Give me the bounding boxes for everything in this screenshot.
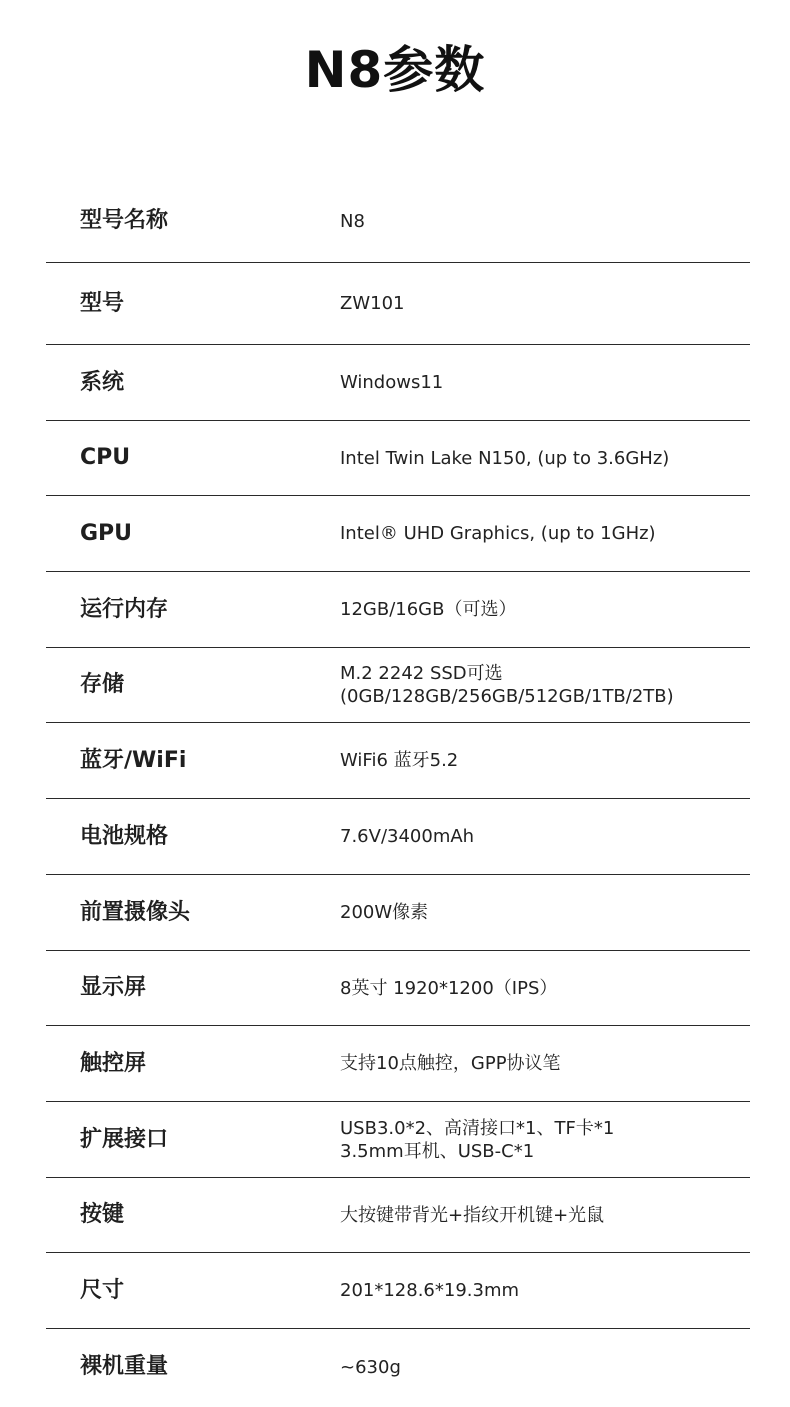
spec-label: 型号 <box>80 290 125 316</box>
spec-label: 尺寸 <box>80 1277 125 1303</box>
spec-value: 8英寸 1920*1200（IPS） <box>340 977 558 999</box>
spec-label: 系统 <box>80 369 125 395</box>
spec-label: 前置摄像头 <box>80 899 191 925</box>
spec-row-battery <box>46 799 750 875</box>
spec-row-cpu <box>46 421 750 496</box>
spec-value: Intel Twin Lake N150, (up to 3.6GHz) <box>340 447 670 469</box>
spec-label: 电池规格 <box>80 823 169 849</box>
spec-row-memory <box>46 572 750 648</box>
spec-label: 存储 <box>80 672 125 697</box>
spec-row-wireless <box>46 723 750 799</box>
spec-value: 支持10点触控，GPP协议笔 <box>340 1053 561 1074</box>
spec-value: ~630g <box>340 1356 401 1378</box>
spec-value: Windows11 <box>340 372 444 393</box>
spec-row-storage <box>46 648 750 723</box>
spec-table <box>46 180 750 1405</box>
spec-label: 按键 <box>80 1202 125 1227</box>
spec-value: N8 <box>340 210 365 232</box>
spec-value: ZW101 <box>340 293 405 314</box>
spec-value: Intel® UHD Graphics, (up to 1GHz) <box>340 523 656 544</box>
spec-row-display <box>46 951 750 1026</box>
spec-value: M.2 2242 SSD可选 (0GB/128GB/256GB/512GB/1TB/2TB) <box>340 663 674 707</box>
spec-value: USB3.0*2、高清接口*1、TF卡*1 3.5mm耳机、USB-C*1 <box>340 1117 615 1162</box>
spec-value: 201*128.6*19.3mm <box>340 1280 520 1301</box>
spec-label: 型号名称 <box>80 208 169 233</box>
spec-row-touch <box>46 1026 750 1102</box>
spec-label: 扩展接口 <box>80 1126 169 1152</box>
spec-row-dimensions <box>46 1253 750 1329</box>
spec-row-weight <box>46 1329 750 1405</box>
spec-row-model <box>46 263 750 345</box>
spec-label: 显示屏 <box>80 975 147 1000</box>
spec-row-gpu <box>46 496 750 572</box>
spec-value: 200W像素 <box>340 902 429 923</box>
spec-label: 触控屏 <box>80 1050 147 1076</box>
spec-value: WiFi6 蓝牙5.2 <box>340 750 459 771</box>
page-title: N8参数 <box>304 41 486 99</box>
spec-label: 裸机重量 <box>80 1354 169 1379</box>
spec-value: 7.6V/3400mAh <box>340 826 475 847</box>
spec-label: CPU <box>80 445 131 470</box>
spec-row-keys <box>46 1178 750 1253</box>
spec-value: 12GB/16GB（可选） <box>340 599 517 620</box>
spec-label: 蓝牙/WiFi <box>80 747 187 773</box>
spec-label: GPU <box>80 520 133 546</box>
spec-label: 运行内存 <box>80 596 169 622</box>
spec-value: 大按键带背光+指纹开机键+光鼠 <box>340 1204 605 1226</box>
spec-row-model-name <box>46 180 750 263</box>
spec-row-camera <box>46 875 750 951</box>
spec-row-ports <box>46 1102 750 1178</box>
spec-row-os <box>46 345 750 421</box>
